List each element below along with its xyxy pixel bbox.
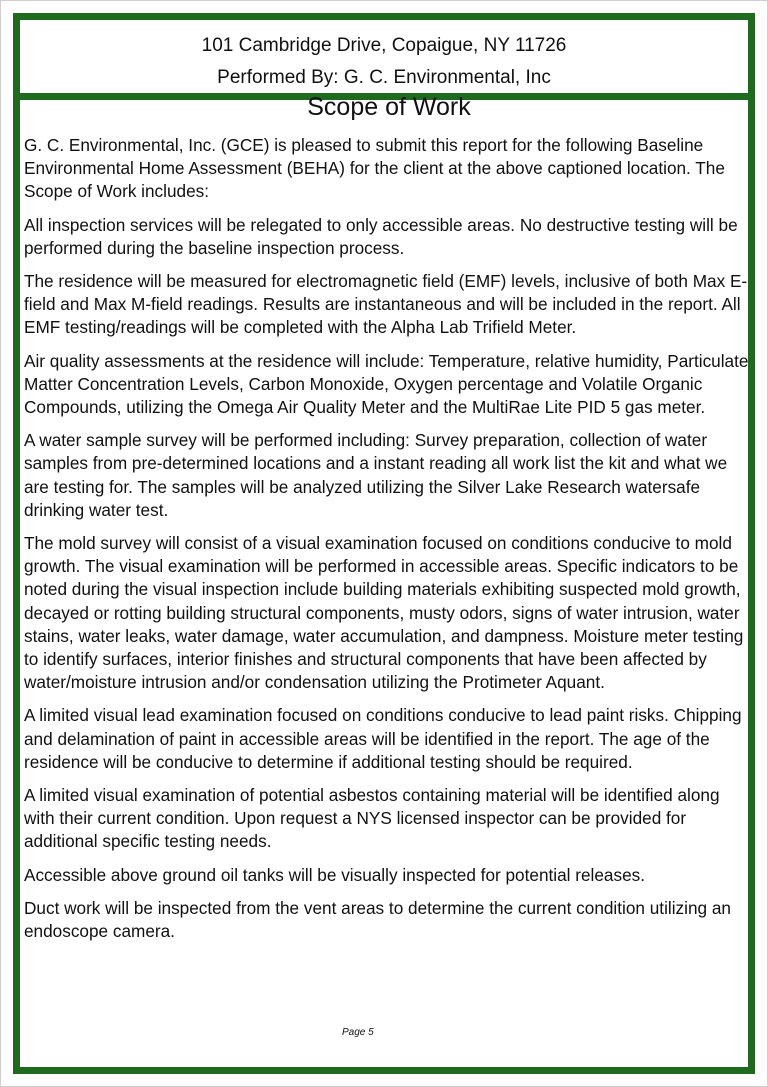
paragraph-duct-work: Duct work will be inspected from the vent areas to determine the current condition utilizing an endoscope camera. (24, 897, 731, 942)
paragraph-emf: The residence will be measured for electromagnetic field (EMF) levels, inclusive of both Max E-field and Max M-field readings. Results are instantaneous and will be included in the report. All EMF testing/readings will be completed with the Alpha Lab Trifield Meter. (24, 271, 748, 338)
paragraph-intro: G. C. Environmental, Inc. (GCE) is pleased to submit this report for the following Baseline Environmental Home Assessment (BEHA) for the client at the above captioned location. The Scope of Work includes: (24, 135, 725, 202)
section-title: Scope of Work (307, 93, 471, 121)
report-body (24, 84, 754, 953)
page-number: Page 5 (342, 1027, 374, 1038)
property-address: 101 Cambridge Drive, Copaigue, NY 11726 (201, 35, 567, 56)
paragraph-lead: A limited visual lead examination focused on conditions conducive to lead paint risks. Chipping and delamination of paint in accessible areas will be identified in the report. The age of the residence will be conducive to determine if additional testing should be required. (24, 705, 742, 772)
paragraph-asbestos: A limited visual examination of potential asbestos containing material will be identified along with their current condition. Upon request a NYS licensed inspector can be provided for additional specific testing needs. (24, 785, 720, 852)
paragraph-mold: The mold survey will consist of a visual examination focused on conditions conducive to mold growth. The visual examination will be performed in accessible areas. Specific indicators to be noted during the visual inspection include building materials exhibiting suspected mold growth, decayed or rotting building structural components, musty odors, signs of water intrusion, water stains, water leaks, water damage, water accumulation, and dampness. Moisture meter testing to identify surfaces, interior finishes and structural components that have been affected by water/moisture intrusion and/or condensation utilizing the Protimeter Aquant. (24, 533, 744, 693)
paragraph-air-quality: Air quality assessments at the residence will include: Temperature, relative humidity, Particulate Matter Concentration Levels, Carbon Monoxide, Oxygen percentage and Volatile Organic Compounds, utilizing the Omega Air Quality Meter and the MultiRae Lite PID 5 gas meter. (24, 350, 749, 418)
paragraph-access: All inspection services will be relegated to only accessible areas. No destructive testing will be performed during the baseline inspection process. (24, 214, 738, 258)
paragraph-oil-tanks: Accessible above ground oil tanks will be visually inspected for potential releases. (24, 864, 645, 885)
performed-by: Performed By: G. C. Environmental, Inc (217, 67, 551, 88)
paragraph-water: A water sample survey will be performed including: Survey preparation, collection of water samples from pre-determined locations and a instant reading all work list the kit and what we are testing for. The samples will be analyzed utilizing the Silver Lake Research watersafe drinking water test. (24, 430, 728, 520)
